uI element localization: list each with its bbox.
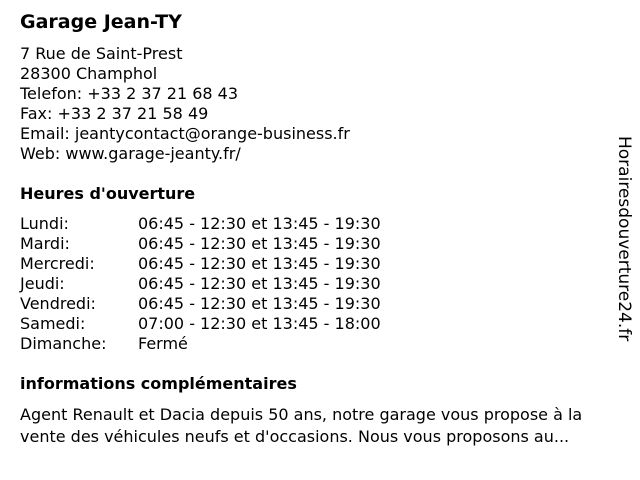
time-range: 06:45 - 12:30 et 13:45 - 19:30: [138, 214, 381, 233]
email-address: Email: jeantycontact@orange-business.fr: [20, 124, 350, 143]
time-range: Fermé: [138, 334, 188, 353]
phone-number: Telefon: +33 2 37 21 68 43: [20, 84, 239, 103]
day-label: Samedi:: [20, 314, 86, 333]
description-line: vente des véhicules neufs et d'occasions. Nous vous proposons au...: [20, 427, 570, 446]
contact-block: [20, 44, 350, 164]
fax-number: Fax: +33 2 37 21 58 49: [20, 104, 209, 123]
street-address: 7 Rue de Saint-Prest: [20, 44, 183, 63]
day-label: Mardi:: [20, 234, 70, 253]
time-range: 06:45 - 12:30 et 13:45 - 19:30: [138, 274, 381, 293]
business-description: [20, 404, 632, 448]
website: Web: www.garage-jeanty.fr/: [20, 144, 241, 163]
time-range: 06:45 - 12:30 et 13:45 - 19:30: [138, 234, 381, 253]
opening-hours-heading: Heures d'ouverture: [20, 184, 196, 203]
day-label: Vendredi:: [20, 294, 96, 313]
time-range: 06:45 - 12:30 et 13:45 - 19:30: [138, 254, 381, 273]
business-name: Garage Jean-TY: [20, 11, 182, 33]
additional-info-heading: informations complémentaires: [20, 374, 297, 393]
time-range: 06:45 - 12:30 et 13:45 - 19:30: [138, 294, 381, 313]
day-label: Dimanche:: [20, 334, 107, 353]
day-label: Mercredi:: [20, 254, 95, 273]
time-range: 07:00 - 12:30 et 13:45 - 18:00: [138, 314, 381, 333]
description-line: Agent Renault et Dacia depuis 50 ans, notre garage vous propose à la: [20, 405, 583, 424]
city-postal: 28300 Champhol: [20, 64, 158, 83]
site-watermark: Horairesdouverture24.fr: [614, 136, 634, 342]
day-label: Lundi:: [20, 214, 69, 233]
day-label: Jeudi:: [20, 274, 65, 293]
